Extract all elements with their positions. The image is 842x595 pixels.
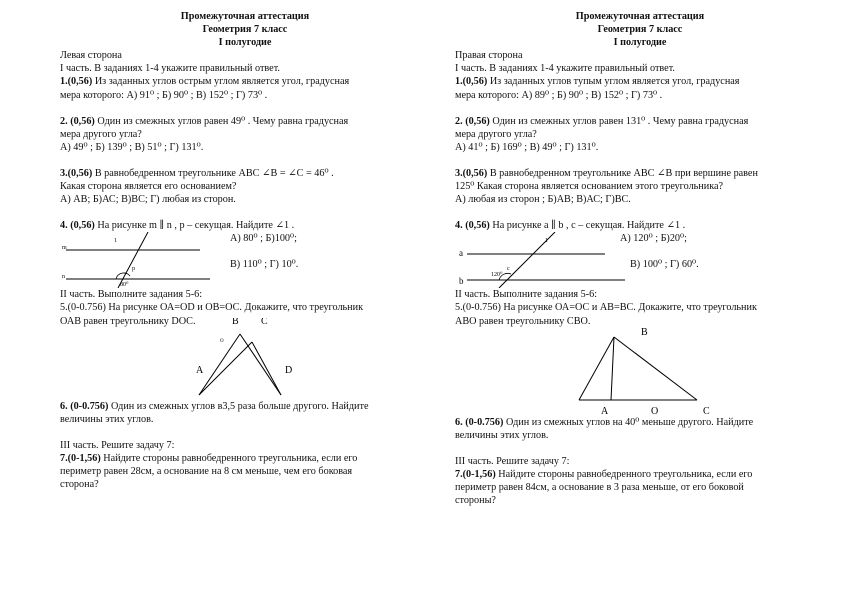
question-7-line2: периметр равен 84см, а основание в 3 раза меньше, от его боковой	[455, 481, 744, 493]
label-angle-1: 1	[114, 238, 117, 245]
segment-AC	[199, 342, 252, 395]
label-n: n	[62, 274, 65, 281]
question-5-figure-block	[455, 328, 825, 416]
part2-intro: II часть. Выполните задания 5-6:	[60, 289, 203, 301]
label-p: p	[132, 266, 135, 273]
label-O: О	[651, 405, 659, 417]
question-4-figure-block	[455, 232, 825, 288]
part1-intro: I часть. В заданиях 1-4 укажите правильный ответ.	[455, 63, 675, 75]
question-5: 5.(0-0.756) На рисунке ОА=ОС и АВ=ВС. Докажите, что треугольник	[455, 302, 757, 314]
question-3-answers: А) АВ; Б)АС; В)ВС; Г) любая из сторон.	[60, 194, 236, 206]
segment-BO	[611, 337, 614, 400]
label-angle-1: 1	[545, 238, 548, 245]
segment-BA	[579, 337, 614, 400]
question-7-line3: стороны?	[455, 495, 496, 507]
label-B: В	[641, 327, 648, 338]
header-term: I полугодие	[613, 37, 667, 49]
header-title: Промежуточная аттестация	[180, 11, 310, 22]
label-A: А	[196, 364, 204, 376]
question-2: 2. (0,56) Один из смежных углов равен 49⁰ . Чему равна градусная	[60, 115, 349, 127]
label-D: D	[285, 364, 293, 376]
label-A: А	[601, 405, 609, 417]
label-C: С	[261, 317, 268, 327]
question-6-line2: величины этих углов.	[60, 413, 154, 425]
header-subject: Геометрия 7 класс	[202, 24, 288, 36]
question-5: 5.(0-0.756) На рисунке ОА=OD и OB=ОС. Докажите, что треугольник	[60, 302, 364, 314]
question-6: 6. (0-0.756) Один из смежных углов в3,5 раза больше другого. Найдите	[60, 400, 369, 412]
label-C: С	[703, 405, 710, 417]
question-7-line3: сторона?	[60, 479, 99, 491]
question-3-line2: 125⁰ Какая сторона является основанием этого треугольника?	[455, 181, 724, 193]
question-3: 3.(0,56) В равнобедренном треугольнике АВС ∠B = ∠C = 46⁰ .	[60, 167, 334, 179]
question-5-line2: ОАВ равен треугольнику DOC.	[60, 315, 196, 327]
question-2: 2. (0,56) Один из смежных углов равен 131⁰ . Чему равна градусная	[455, 115, 749, 127]
header-term: I полугодие	[218, 37, 272, 49]
label-O: О	[220, 338, 224, 344]
question-1-answers: мера которого: А) 91⁰ ; Б) 90⁰ ; В) 152⁰ ; Г) 73⁰ .	[60, 89, 268, 101]
question-7-line2: периметр равен 28см, а основание на 8 см меньше, чем его боковая	[60, 465, 353, 477]
question-4: 4. (0,56) На рисунке m ∥ n , p – секущая. Найдите ∠1 .	[60, 220, 295, 232]
kite-figure	[455, 328, 715, 418]
question-7: 7.(0-1,56) Найдите стороны равнобедренного треугольника, если его	[455, 468, 753, 480]
part3-intro: III часть. Решите задачу 7:	[60, 439, 175, 451]
right-variant	[455, 10, 825, 507]
part3-intro: III часть. Решите задачу 7:	[455, 455, 570, 467]
question-6: 6. (0-0.756) Один из смежных углов на 40⁰ меньше другого. Найдите	[455, 416, 754, 428]
header-title: Промежуточная аттестация	[575, 11, 705, 22]
question-1: 1.(0,56) Из заданных углов тупым углом является угол, градусная	[455, 76, 740, 88]
question-4: 4. (0,56) На рисунке a ∥ b , c – секущая. Найдите ∠1 .	[455, 220, 686, 232]
question-6-line2: величины этих углов.	[455, 429, 549, 441]
triangles-figure	[60, 318, 320, 400]
label-B: В	[232, 317, 239, 327]
question-4-answers-2: В) 100⁰ ; Г) 60⁰.	[630, 259, 699, 271]
side-label: Правая сторона	[455, 50, 523, 62]
side-label: Левая сторона	[60, 50, 122, 62]
question-2-answers: А) 49⁰ ; Б) 139⁰ ; В) 51⁰ ; Г) 131⁰.	[60, 141, 204, 153]
label-c: c	[507, 266, 510, 273]
left-variant	[60, 10, 430, 491]
question-5-line2: АВО равен треугольнику СВО.	[455, 315, 591, 327]
question-3: 3.(0,56) В равнобедренном треугольнике АВС ∠B при вершине равен	[455, 167, 758, 179]
question-7: 7.(0-1,56) Найдите стороны равнобедренного треугольника, если его	[60, 452, 358, 464]
question-1: 1.(0,56) Из заданных углов острым углом является угол, градусная	[60, 76, 350, 88]
part2-intro: II часть. Выполните задания 5-6:	[455, 289, 598, 301]
label-m: m	[62, 245, 67, 252]
question-4-answers-2: В) 110⁰ ; Г) 10⁰.	[230, 259, 299, 271]
question-4-answers-1: А) 80⁰ ; Б)100⁰;	[230, 233, 297, 245]
label-b: b	[459, 276, 464, 287]
part1-intro: I часть. В заданиях 1-4 укажите правильный ответ.	[60, 63, 280, 75]
question-1-answers: мера которого: А) 89⁰ ; Б) 90⁰ ; В) 152⁰ ; Г) 73⁰ .	[455, 89, 663, 101]
question-4-figure-block	[60, 232, 430, 288]
question-2-line2: мера другого угла?	[455, 128, 537, 140]
segment-BC	[614, 337, 697, 400]
segment-BD	[240, 334, 281, 395]
parallel-lines-figure	[60, 232, 250, 288]
question-2-line2: мера другого угла?	[60, 128, 142, 140]
segment-CD	[252, 342, 281, 395]
label-angle-120: 120⁰	[491, 272, 503, 279]
header-subject: Геометрия 7 класс	[597, 24, 683, 36]
question-4-answers-1: А) 120⁰ ; Б)20⁰;	[620, 233, 687, 245]
label-angle-80: 80⁰	[120, 282, 129, 289]
label-a: a	[459, 248, 463, 259]
question-3-line2: Какая сторона является его основанием?	[60, 181, 237, 193]
transversal-p	[118, 232, 148, 288]
question-2-answers: А) 41⁰ ; Б) 169⁰ ; В) 49⁰ ; Г) 131⁰.	[455, 141, 599, 153]
question-3-answers: А) любая из сторон ; Б)АВ; В)АС; Г)ВС.	[455, 194, 631, 206]
